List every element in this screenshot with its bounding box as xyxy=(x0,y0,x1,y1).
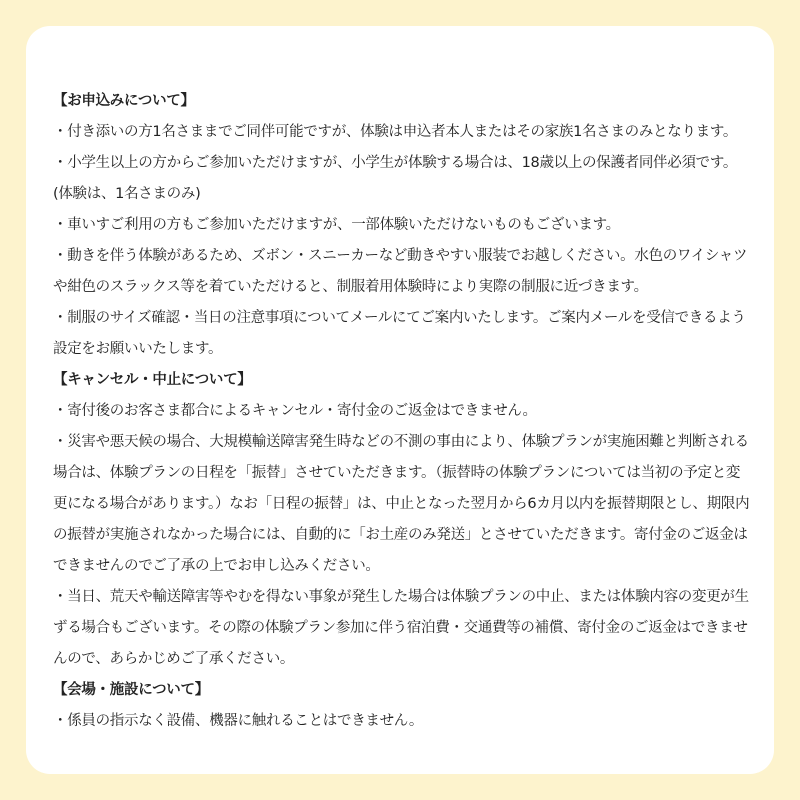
list-item: ・ 動きを伴う体験があるため、ズボン・スニーカーなど動きやすい服装でお越しください。水色のワイシャツや紺色のスラックス等を着ていただけると、制服着用体験時により実際の制服に近づきます。 xyxy=(53,241,752,303)
notice-card xyxy=(26,26,774,774)
list-item: ・ 当日、荒天や輸送障害等やむを得ない事象が発生した場合は体験プランの中止、または体験内容の変更が生ずる場合もございます。その際の体験プラン参加に伴う宿泊費・交通費等の補償、寄付金のご返金はできませんので、あらかじめご了承ください。 xyxy=(53,582,752,675)
list-item: ・ 付き添いの方1名さままでご同伴可能ですが、体験は申込者本人またはその家族1名さまのみとなります。 xyxy=(53,117,752,148)
list-item: ・ 寄付後のお客さま都合によるキャンセル・寄付金のご返金はできません。 xyxy=(53,396,752,427)
section-heading-cancellation: 【キャンセル・中止について】 xyxy=(53,372,252,388)
list-item: ・ 制服のサイズ確認・当日の注意事項についてメールにてご案内いたします。ご案内メールを受信できるよう設定をお願いいたします。 xyxy=(53,303,752,365)
list-item: ・ 係員の指示なく設備、機器に触れることはできません。 xyxy=(53,706,752,737)
list-item: ・ 小学生以上の方からご参加いただけますが、小学生が体験する場合は、18歳以上の保護者同伴必須です。(体験は、1名さまのみ) xyxy=(53,148,752,210)
list-item: ・ 災害や悪天候の場合、大規模輸送障害発生時などの不測の事由により、体験プランが実施困難と判断される場合は、体験プランの日程を「振替」させていただきます。（振替時の体験プランについては当初の予定と変更になる場合があります。）なお「日程の振替」は、中止となった翌月から6カ月以内を振替期限とし、期限内の振替が実施されなかった場合には、自動的に「お土産のみ発送」とさせていただきます。寄付金のご返金はできませんのでご了承の上でお申し込みください。 xyxy=(53,427,752,582)
section-heading-venue: 【会場・施設について】 xyxy=(53,682,209,698)
section-heading-application: 【お申込みについて】 xyxy=(53,93,195,109)
notice-text xyxy=(53,86,752,737)
list-item: ・ 車いすご利用の方もご参加いただけますが、一部体験いただけないものもございます。 xyxy=(53,210,752,241)
